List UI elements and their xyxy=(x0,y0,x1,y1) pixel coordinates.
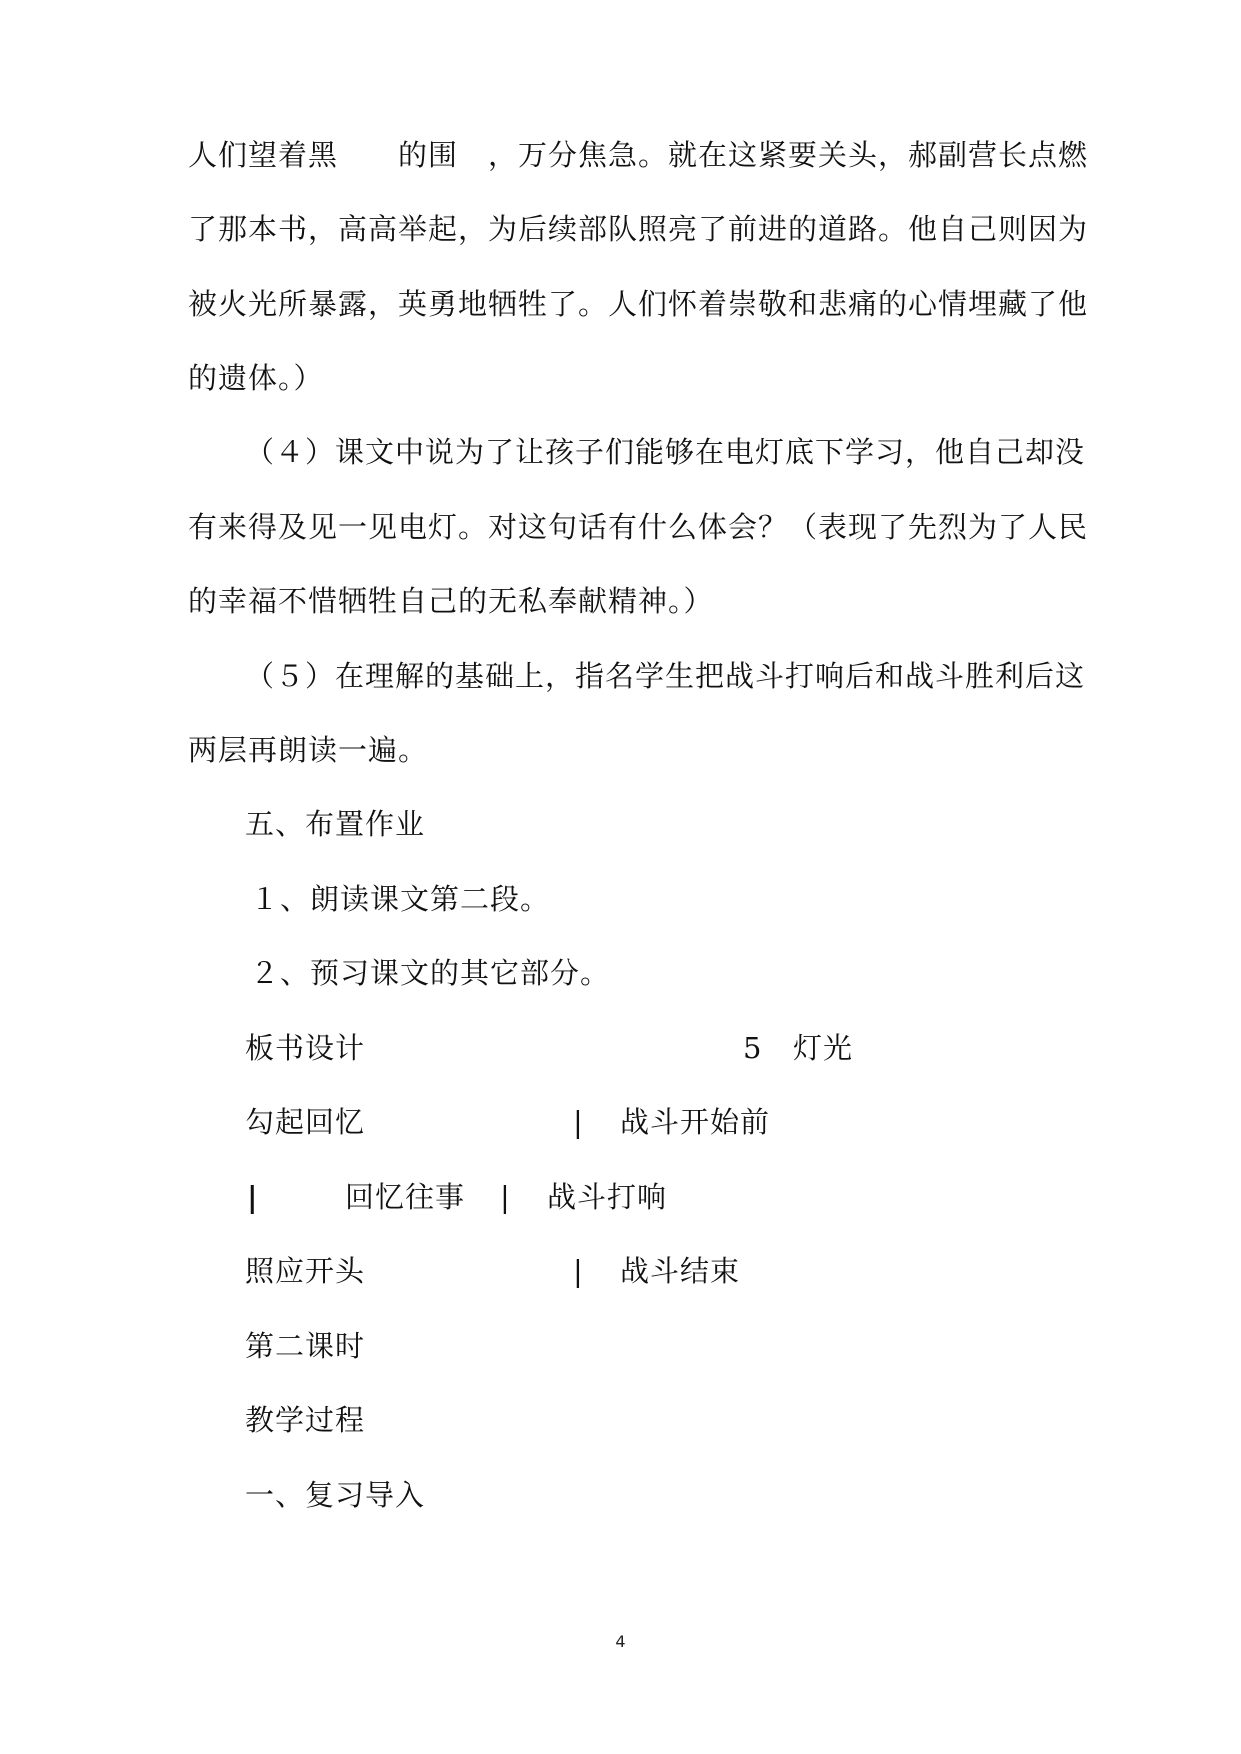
homework-item-2: ２、预习课文的其它部分。 xyxy=(250,956,611,990)
paragraph-3-line-1: （５）在理解的基础上，指名学生把战斗打响后和战斗胜利后这 xyxy=(245,659,1086,693)
section-1-heading: 一、复习导入 xyxy=(245,1478,426,1512)
page-number: 4 xyxy=(615,1632,626,1651)
board-row-2-lead-bar: | xyxy=(247,1180,259,1214)
lesson-title: 灯光 xyxy=(793,1031,854,1065)
teaching-process-heading: 教学过程 xyxy=(245,1403,366,1437)
paragraph-3-line-2: 两层再朗读一遍。 xyxy=(188,733,429,767)
paragraph-1-line-4: 的遗体。） xyxy=(188,361,324,395)
paragraph-2-line-2: 有来得及见一见电灯。对这句话有什么体会？（表现了先烈为了人民 xyxy=(188,510,1089,544)
board-row-3-bar: | xyxy=(573,1254,584,1288)
paragraph-1-line-2: 了那本书，高高举起，为后续部队照亮了前进的道路。他自己则因为 xyxy=(188,212,1089,246)
board-row-3-left: 照应开头 xyxy=(245,1254,366,1288)
second-lesson-heading: 第二课时 xyxy=(245,1329,366,1363)
homework-item-1: １、朗读课文第二段。 xyxy=(250,882,551,916)
paragraph-1-line-1: 人们望着黑 的围 ，万分焦急。就在这紧要关头，郝副营长点燃 xyxy=(188,138,1089,172)
board-row-2-left: 回忆往事 xyxy=(345,1180,466,1214)
board-row-1-right: 战斗开始前 xyxy=(620,1105,771,1139)
board-row-2-bar: | xyxy=(500,1180,511,1214)
board-row-2-right: 战斗打响 xyxy=(547,1180,668,1214)
lesson-number: 5 xyxy=(743,1031,763,1065)
paragraph-2-line-1: （４）课文中说为了让孩子们能够在电灯底下学习，他自己却没 xyxy=(245,435,1086,469)
board-design-label: 板书设计 xyxy=(245,1031,366,1065)
section-5-heading: 五、布置作业 xyxy=(245,807,426,841)
paragraph-2-line-3: 的幸福不惜牺牲自己的无私奉献精神。） xyxy=(188,584,714,618)
paragraph-1-line-3: 被火光所暴露，英勇地牺牲了。人们怀着崇敬和悲痛的心情埋藏了他 xyxy=(188,287,1089,321)
board-row-3-right: 战斗结束 xyxy=(620,1254,741,1288)
board-row-1-left: 勾起回忆 xyxy=(245,1105,366,1139)
board-row-1-bar: | xyxy=(573,1105,584,1139)
